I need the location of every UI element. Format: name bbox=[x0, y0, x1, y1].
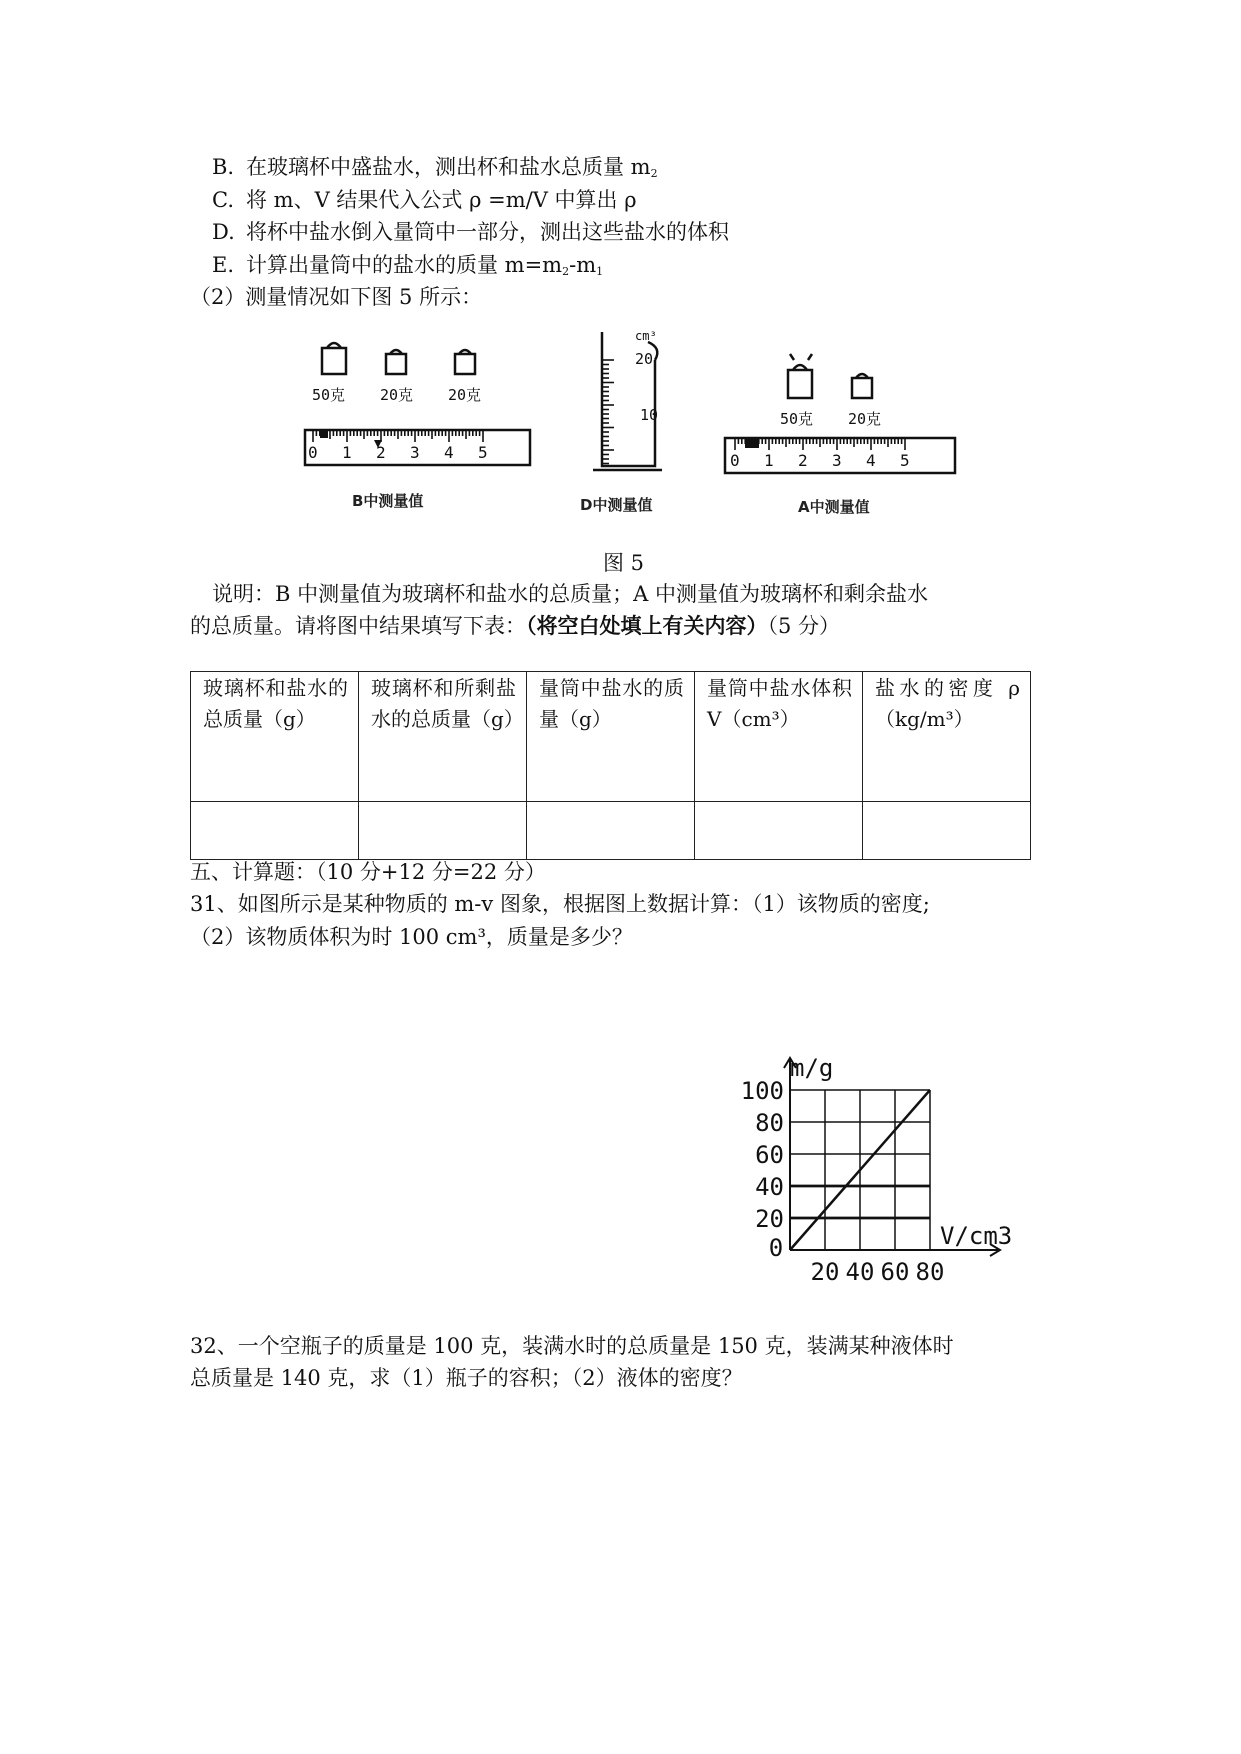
step-b bbox=[212, 153, 658, 188]
y-tick-label: 60 bbox=[755, 1141, 784, 1169]
ruler-tick-label: 1 bbox=[764, 451, 774, 470]
ruler-tick-label: 5 bbox=[900, 451, 910, 470]
step-c bbox=[212, 186, 637, 214]
q31-line-1: 31、如图所示是某种物质的 m-v 图象，根据图上数据计算：（1）该物质的密度; bbox=[190, 892, 930, 916]
result-table bbox=[190, 671, 1031, 860]
weight-icon bbox=[322, 343, 346, 374]
ruler-tick-label: 2 bbox=[376, 443, 386, 462]
b-caption: B中测量值 bbox=[352, 492, 424, 510]
ruler-tick-label: 4 bbox=[866, 451, 876, 470]
x-tick-label: 20 bbox=[810, 1258, 840, 1286]
y-tick-label: 20 bbox=[755, 1205, 784, 1233]
step-e bbox=[212, 251, 603, 286]
ruler-tick-label: 5 bbox=[478, 443, 488, 462]
ruler-tick-label: 2 bbox=[798, 451, 808, 470]
step-e-sub-a: 2 bbox=[562, 265, 570, 278]
q31-line-2: （2）该物质体积为时 100 cm³，质量是多少？ bbox=[190, 925, 633, 949]
ruler-tick-label: 3 bbox=[832, 451, 842, 470]
table-row bbox=[191, 802, 1031, 860]
step-b-sub: 2 bbox=[650, 167, 658, 180]
note-text: 的总质量。请将图中结果填写下表： bbox=[190, 614, 526, 638]
mv-chart bbox=[700, 1050, 1040, 1310]
x-axis-label: V/cm3 bbox=[940, 1222, 1013, 1250]
table-header-cell: 量筒中盐水体积 V（cm³） bbox=[695, 672, 863, 802]
ruler-tick-label: 4 bbox=[444, 443, 454, 462]
weight-icon bbox=[788, 354, 812, 398]
step-e-sub-b: 1 bbox=[596, 265, 604, 278]
step-e-text-a: 计算出量筒中的盐水的质量 m=m bbox=[246, 253, 563, 277]
answer-cell[interactable] bbox=[191, 802, 359, 860]
table-header-cell: 玻璃杯和盐水的总质量（g） bbox=[191, 672, 359, 802]
y-tick-label: 40 bbox=[755, 1173, 784, 1201]
table-header-cell: 盐水的密度 ρ（kg/m³） bbox=[863, 672, 1031, 802]
cylinder-mark: 20 bbox=[635, 350, 654, 368]
rider-b bbox=[320, 430, 328, 438]
rider-a bbox=[745, 438, 759, 448]
note-line-1: 说明：B 中测量值为玻璃杯和盐水的总质量；A 中测量值为玻璃杯和剩余盐水 bbox=[212, 582, 928, 606]
x-tick-label: 60 bbox=[880, 1258, 910, 1286]
note-line-2 bbox=[190, 612, 840, 640]
a-caption: A中测量值 bbox=[798, 498, 870, 516]
note-score: （5 分） bbox=[767, 614, 841, 638]
y-axis-label: m/g bbox=[790, 1054, 834, 1082]
x-tick-label: 80 bbox=[915, 1258, 945, 1286]
y-tick-label: 100 bbox=[740, 1077, 784, 1105]
answer-cell[interactable] bbox=[863, 802, 1031, 860]
step-e-text-b: -m bbox=[569, 253, 597, 277]
d-caption: D中测量值 bbox=[580, 496, 653, 514]
q32-line-1: 32、一个空瓶子的质量是 100 克，装满水时的总质量是 150 克，装满某种液体时 bbox=[190, 1334, 954, 1358]
answer-cell[interactable] bbox=[359, 802, 527, 860]
step-d-text: 将杯中盐水倒入量筒中一部分，测出这些盐水的体积 bbox=[246, 220, 729, 244]
table-header-cell: 玻璃杯和所剩盐水的总质量（g） bbox=[359, 672, 527, 802]
b-weight-label: 50克 bbox=[312, 386, 346, 404]
y-tick-label: 80 bbox=[755, 1109, 784, 1137]
weight-icon bbox=[386, 350, 406, 374]
table-header-cell: 量筒中盐水的质量（g） bbox=[527, 672, 695, 802]
figure-5 bbox=[290, 330, 990, 520]
x-tick-label: 0 bbox=[768, 1234, 784, 1262]
b-weight-label: 20克 bbox=[380, 386, 414, 404]
ruler-tick-label: 0 bbox=[308, 443, 318, 462]
figure-title: 图 5 bbox=[603, 551, 645, 575]
step-c-text: 将 m、V 结果代入公式 ρ =m/V 中算出 ρ bbox=[246, 188, 637, 212]
weight-icon bbox=[455, 350, 475, 374]
ruler-tick-label: 1 bbox=[342, 443, 352, 462]
step-e-letter: E. bbox=[212, 253, 235, 277]
section-5-title: 五、计算题：（10 分+12 分=22 分） bbox=[190, 860, 546, 884]
a-weight-label: 50克 bbox=[780, 410, 814, 428]
answer-cell[interactable] bbox=[527, 802, 695, 860]
q32-line-2: 总质量是 140 克，求（1）瓶子的容积；（2）液体的密度？ bbox=[190, 1366, 743, 1390]
step-d bbox=[212, 218, 729, 246]
a-weight-label: 20克 bbox=[848, 410, 882, 428]
step-c-letter: C. bbox=[212, 188, 234, 212]
step-b-text: 在玻璃杯中盛盐水，测出杯和盐水总质量 m bbox=[246, 155, 651, 179]
cylinder-unit: cm³ bbox=[635, 330, 657, 343]
weight-icon bbox=[852, 374, 872, 398]
answer-cell[interactable] bbox=[695, 802, 863, 860]
ruler-tick-label: 3 bbox=[410, 443, 420, 462]
part2-text: （2）测量情况如下图 5 所示： bbox=[190, 285, 483, 309]
x-tick-label: 40 bbox=[845, 1258, 875, 1286]
step-d-letter: D. bbox=[212, 220, 235, 244]
cylinder-mark: 10 bbox=[640, 406, 659, 424]
step-b-letter: B. bbox=[212, 155, 235, 179]
ruler-tick-label: 0 bbox=[730, 451, 740, 470]
b-weight-label: 20克 bbox=[448, 386, 482, 404]
note-emphasis: （将空白处填上有关内容） bbox=[526, 614, 768, 638]
table-header-row bbox=[191, 672, 1031, 802]
